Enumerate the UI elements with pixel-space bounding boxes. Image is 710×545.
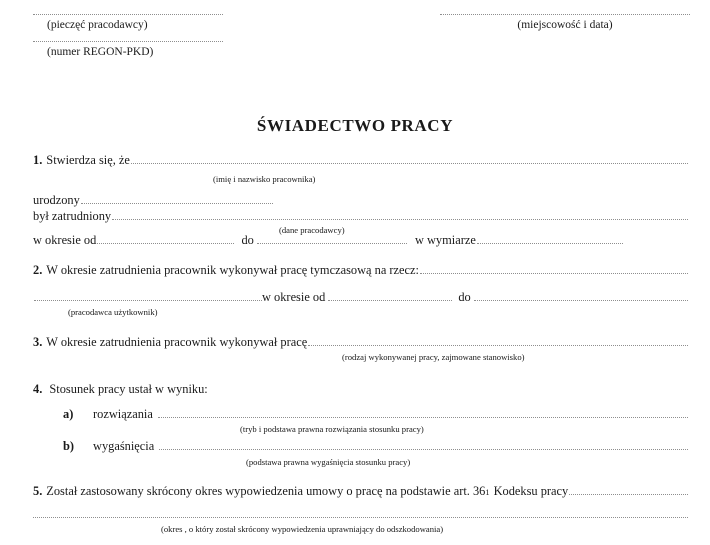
period-to-field[interactable] [257,235,407,244]
termination-mode-caption: (tryb i podstawa prawna rozwiązania stosunku pracy) [240,424,424,434]
period-to-label: do [241,233,254,247]
section-2-text: W okresie zatrudnienia pracownik wykonywał pracę tymczasową na rzecz: [46,263,419,277]
user-employer-caption: (pracodawca użytkownik) [68,307,158,317]
section-4-number: 4. [33,382,43,396]
section-2-number: 2. [33,263,43,277]
period-from-field[interactable] [97,235,234,244]
section-2-period-from-label: w okresie od [262,290,326,304]
employee-name-caption: (imię i nazwisko pracownika) [213,174,316,184]
extent-label: w wymiarze [414,233,476,247]
section-1-birth-line [33,192,688,208]
expiry-basis-field[interactable] [159,441,688,450]
birth-label: urodzony [33,193,80,207]
shortened-notice-caption: (okres , o który został skrócony wypowiedzenia uprawniający do odszkodowania) [161,524,444,534]
section-4-item-b [63,438,688,454]
shortened-notice-field[interactable] [569,486,688,495]
section-1-employment-line [33,208,688,224]
section-5-text-after: Kodeksu pracy [493,484,569,498]
period-from-label: w okresie od [33,233,97,247]
section-3-number: 3. [33,335,43,349]
expiry-basis-caption: (podstawa prawna wygaśnięcia stosunku pracy) [246,457,411,467]
termination-mode-field[interactable] [158,409,688,418]
section-4-item-b-mark: b) [63,439,75,453]
employer-data-field[interactable] [112,211,688,220]
section-1-text: Stwierdza się, że [46,153,130,167]
section-5-text-before: Został zastosowany skrócony okres wypowiedzenia umowy o pracę na podstawie art. 36 [46,484,486,498]
section-3-line-1 [33,334,688,350]
section-2-line-2 [33,289,688,305]
section-4-text: Stosunek pracy ustał w wyniku: [49,382,208,396]
section-2-period-from-field[interactable] [328,292,452,301]
section-4-item-a-label: rozwiązania [93,407,153,421]
temporary-work-recipient-field[interactable] [420,265,688,274]
user-employer-field[interactable] [34,292,262,301]
employer-stamp-block [33,14,223,60]
section-5-number: 5. [33,484,43,498]
birth-date-field[interactable] [81,195,273,204]
regon-caption: (numer REGON-PKD) [47,46,154,58]
work-type-field[interactable] [308,337,688,346]
employer-data-caption: (dane pracodawcy) [279,225,345,235]
document-title: ŚWIADECTWO PRACY [256,116,454,135]
work-type-caption: (rodzaj wykonywanej pracy, zajmowane stanowisko) [342,352,525,362]
place-date-block [440,14,690,33]
employer-stamp-caption: (pieczęć pracodawcy) [47,19,148,31]
section-4-item-b-label: wygaśnięcia [93,439,155,453]
employee-name-field[interactable] [131,155,688,164]
section-2-period-to-label: do [458,290,471,304]
section-1-line-1 [33,152,688,168]
shortened-notice-period-field[interactable] [33,517,688,518]
section-3-text: W okresie zatrudnienia pracownik wykonywał pracę [46,335,308,349]
place-date-caption: (miejscowość i data) [517,19,613,31]
section-2-period-to-field[interactable] [474,292,688,301]
section-1-period-line [33,232,688,248]
employed-label: był zatrudniony [33,209,112,223]
section-4-heading [33,381,688,397]
section-2-line-1 [33,262,688,278]
section-1-number: 1. [33,153,43,167]
section-5-line-1: 5. Został zastosowany skrócony okres wypowiedzenia umowy o pracę na podstawie art. 36 1 Kodeksu pracy [33,483,688,499]
extent-field[interactable] [477,235,623,244]
section-4-item-a-mark: a) [63,407,74,421]
section-4-item-a [63,406,688,422]
